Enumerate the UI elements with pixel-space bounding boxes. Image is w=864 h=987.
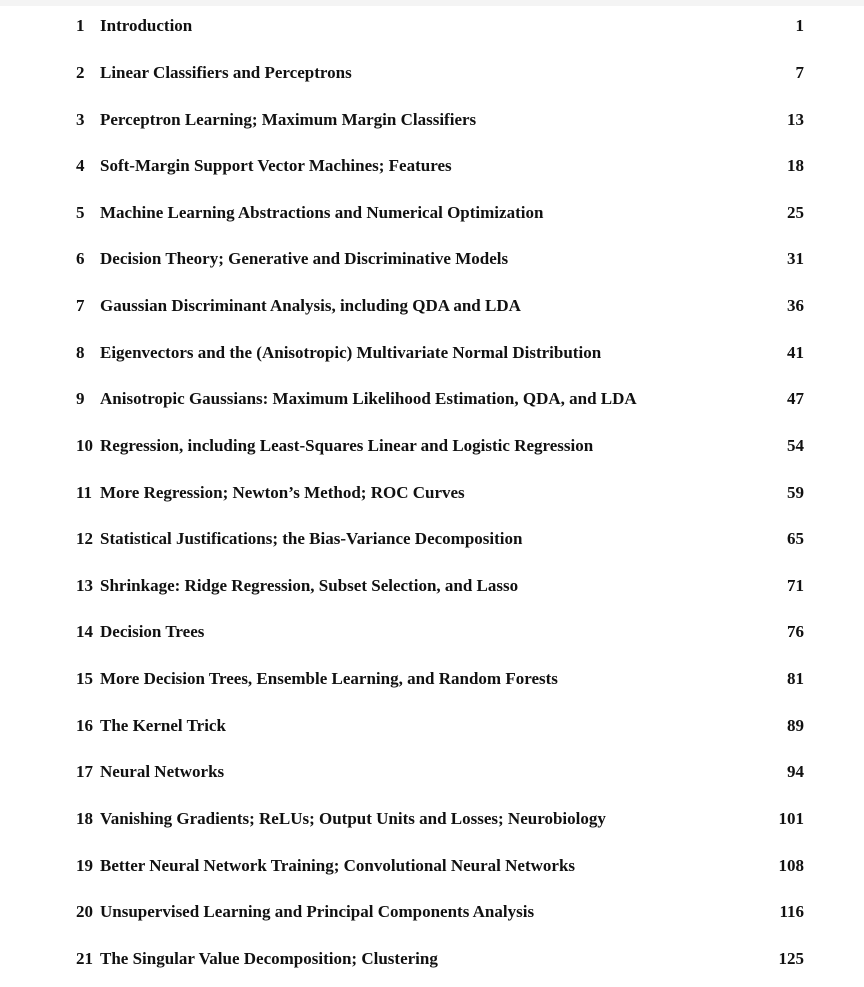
chapter-number: 10	[76, 436, 93, 455]
chapter-number: 2	[76, 63, 85, 82]
chapter-title: Vanishing Gradients; ReLUs; Output Units and Losses; Neurobiology	[100, 809, 606, 828]
chapter-title: Shrinkage: Ridge Regression, Subset Selection, and Lasso	[100, 576, 519, 595]
chapter-number: 17	[76, 762, 93, 781]
page-number: 41	[787, 343, 804, 362]
page-number: 94	[787, 762, 804, 781]
page-number: 18	[787, 156, 804, 175]
chapter-number: 6	[76, 249, 85, 268]
toc-entry[interactable]	[76, 714, 804, 738]
chapter-number: 1	[76, 16, 85, 35]
page-number: 125	[778, 949, 804, 968]
toc-entry[interactable]	[76, 620, 804, 644]
chapter-title: Soft-Margin Support Vector Machines; Features	[100, 156, 452, 175]
chapter-title: Linear Classifiers and Perceptrons	[100, 63, 352, 82]
chapter-number: 8	[76, 343, 85, 362]
chapter-title: Regression, including Least-Squares Linear and Logistic Regression	[100, 436, 594, 455]
chapter-number: 19	[76, 856, 93, 875]
chapter-title: Better Neural Network Training; Convolutional Neural Networks	[100, 856, 576, 875]
chapter-title: Unsupervised Learning and Principal Components Analysis	[100, 902, 535, 921]
chapter-number: 3	[76, 110, 85, 129]
chapter-number: 9	[76, 389, 85, 408]
chapter-number: 18	[76, 809, 93, 828]
chapter-number: 15	[76, 669, 93, 688]
page-number: 71	[787, 576, 804, 595]
toc-entry[interactable]	[76, 61, 804, 85]
page-number: 76	[787, 622, 804, 641]
toc-entry[interactable]	[76, 807, 804, 831]
chapter-title: Gaussian Discriminant Analysis, including QDA and LDA	[100, 296, 521, 315]
page-number: 59	[787, 483, 804, 502]
page-number: 101	[778, 809, 804, 828]
page-number: 108	[778, 856, 804, 875]
chapter-number: 5	[76, 203, 85, 222]
chapter-number: 16	[76, 716, 93, 735]
chapter-title: More Decision Trees, Ensemble Learning, and Random Forests	[100, 669, 558, 688]
toc-entry[interactable]	[76, 900, 804, 924]
chapter-title: Eigenvectors and the (Anisotropic) Multivariate Normal Distribution	[100, 343, 602, 362]
chapter-number: 13	[76, 576, 93, 595]
chapter-number: 12	[76, 529, 93, 548]
toc-entry[interactable]	[76, 481, 804, 505]
chapter-title: Decision Trees	[100, 622, 205, 641]
chapter-title: Statistical Justifications; the Bias-Variance Decomposition	[100, 529, 523, 548]
chapter-title: Anisotropic Gaussians: Maximum Likelihood Estimation, QDA, and LDA	[100, 389, 637, 408]
toc-entry[interactable]	[76, 854, 804, 878]
chapter-number: 21	[76, 949, 93, 968]
chapter-title: Perceptron Learning; Maximum Margin Classifiers	[100, 110, 477, 129]
page-number: 13	[787, 110, 804, 129]
chapter-number: 7	[76, 296, 85, 315]
chapter-title: Introduction	[100, 16, 193, 35]
page-number: 36	[787, 296, 804, 315]
chapter-title: Neural Networks	[100, 762, 225, 781]
page-number: 81	[787, 669, 804, 688]
toc-entry[interactable]	[76, 108, 804, 132]
toc-entry[interactable]	[76, 434, 804, 458]
chapter-title: The Kernel Trick	[100, 716, 226, 735]
page-number: 7	[795, 63, 804, 82]
chapter-title: The Singular Value Decomposition; Clustering	[100, 949, 438, 968]
page-number: 47	[787, 389, 804, 408]
toc-entry[interactable]	[76, 667, 804, 691]
toc-entry[interactable]	[76, 341, 804, 365]
chapter-title: More Regression; Newton’s Method; ROC Curves	[100, 483, 465, 502]
toc-entry[interactable]	[76, 14, 804, 38]
toc-entry[interactable]	[76, 154, 804, 178]
page-number: 65	[787, 529, 804, 548]
chapter-title: Machine Learning Abstractions and Numerical Optimization	[100, 203, 544, 222]
toc-entry[interactable]	[76, 387, 804, 411]
page-number: 116	[779, 902, 804, 921]
chapter-number: 14	[76, 622, 93, 641]
chapter-number: 20	[76, 902, 93, 921]
toc-entry[interactable]	[76, 201, 804, 225]
toc-entry[interactable]	[76, 760, 804, 784]
toc-entry[interactable]	[76, 947, 804, 971]
toc-entry[interactable]	[76, 527, 804, 551]
chapter-number: 4	[76, 156, 85, 175]
chapter-title: Decision Theory; Generative and Discriminative Models	[100, 249, 509, 268]
page-number: 31	[787, 249, 804, 268]
toc-entry[interactable]	[76, 574, 804, 598]
page-number: 89	[787, 716, 804, 735]
chapter-number: 11	[76, 483, 93, 502]
toc-entry[interactable]	[76, 294, 804, 318]
page-number: 25	[787, 203, 804, 222]
page-number: 1	[795, 16, 804, 35]
toc-entry[interactable]	[76, 247, 804, 271]
page-number: 54	[787, 436, 804, 455]
